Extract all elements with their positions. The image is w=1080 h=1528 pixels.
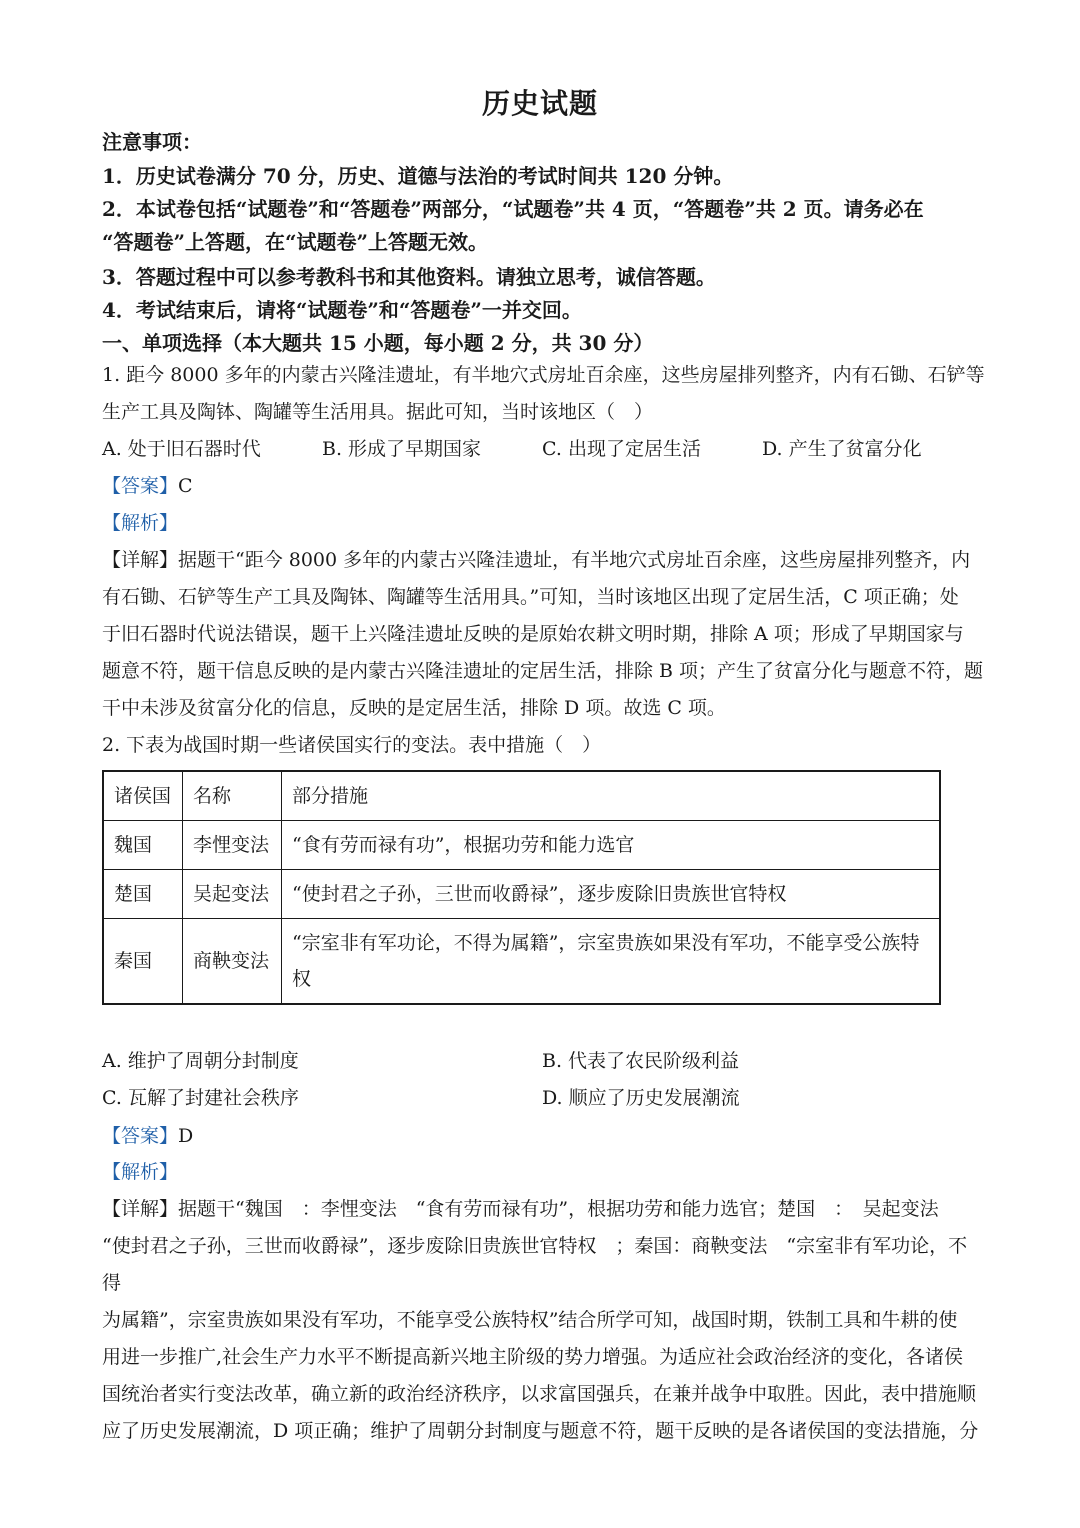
section-heading: 一、单项选择（本大题共 15 小题，每小题 2 分，共 30 分）	[102, 331, 654, 355]
q2-option-a: A. 维护了周朝分封制度	[102, 1050, 299, 1072]
q2-analysis-tag: 【解析】	[102, 1161, 179, 1183]
table-row	[103, 919, 940, 1005]
q1-option-d: D. 产生了贫富分化	[762, 438, 922, 460]
q2-detail-line: 【详解】据题干“魏国 ：李悝变法 “食有劳而禄有功”，根据功劳和能力选官；楚国 ： 吴起变法	[102, 1198, 939, 1220]
answer-tag: 【答案】	[102, 475, 179, 497]
notes-item: 2．本试卷包括“试题卷”和“答题卷”两部分，“试题卷”共 4 页，“答题卷”共 2 页。请务必在	[102, 197, 924, 221]
q1-detail-line: 题意不符，题干信息反映的是内蒙古兴隆洼遗址的定居生活，排除 B 项；产生了贫富分化与题意不符，题	[102, 660, 984, 682]
table-cell-measure: “宗室非有军功论，不得为属籍”，宗室贵族如果没有军功，不能享受公族特权	[282, 919, 941, 1005]
reform-table	[102, 770, 941, 1005]
q1-detail-line: 【详解】据题干“距今 8000 多年的内蒙古兴隆洼遗址，有半地穴式房址百余座，这些房屋排列整齐，内	[102, 549, 971, 571]
q2-answer	[102, 1122, 982, 1150]
notes-item: 4．考试结束后，请将“试题卷”和“答题卷”一并交回。	[102, 298, 582, 322]
answer-value: C	[178, 475, 193, 497]
q2-detail-line: 用进一步推广,社会生产力水平不断提高新兴地主阶级的势力增强。为适应社会政治经济的变化，各诸侯	[102, 1346, 964, 1368]
table-cell-reform: 商鞅变法	[183, 919, 282, 1005]
q1-detail-line: 干中未涉及贫富分化的信息，反映的是定居生活，排除 D 项。故选 C 项。	[102, 697, 726, 719]
table-cell-state: 秦国	[103, 919, 183, 1005]
q2-detail-line: 为属籍”，宗室贵族如果没有军功，不能享受公族特权”结合所学可知，战国时期，铁制工具和牛耕的使	[102, 1309, 958, 1331]
q1-analysis-tag: 【解析】	[102, 512, 179, 534]
table-row	[103, 870, 940, 919]
q1-stem-line: 1. 距今 8000 多年的内蒙古兴隆洼遗址，有半地穴式房址百余座，这些房屋排列整齐，内有石锄、石铲等	[102, 364, 985, 386]
table-header-cell: 诸侯国	[103, 771, 183, 821]
q1-detail-line: 于旧石器时代说法错误，题干上兴隆洼遗址反映的是原始农耕文明时期，排除 A 项；形成了早期国家与	[102, 623, 964, 645]
q1-stem-line: 生产工具及陶钵、陶罐等生活用具。据此可知，当时该地区（ ）	[102, 401, 654, 423]
q1-answer	[102, 472, 982, 500]
table-cell-measure: “食有劳而禄有功”，根据功劳和能力选官	[282, 821, 941, 870]
table-row	[103, 821, 940, 870]
q2-detail-line: “使封君之子孙，三世而收爵禄”，逐步废除旧贵族世官特权 ；秦国：商鞅变法 “宗室非有军功论，不	[102, 1235, 968, 1257]
q1-option-b: B. 形成了早期国家	[322, 438, 482, 460]
q1-option-c: C. 出现了定居生活	[542, 438, 701, 460]
q2-detail-line: 应了历史发展潮流，D 项正确；维护了周朝分封制度与题意不符，题干反映的是各诸侯国的变法措施，分	[102, 1420, 979, 1442]
table-header-cell: 部分措施	[282, 771, 941, 821]
notes-item: 3．答题过程中可以参考教科书和其他资料。请独立思考，诚信答题。	[102, 265, 716, 289]
table-header-cell: 名称	[183, 771, 282, 821]
q2-detail-line: 国统治者实行变法改革，确立新的政治经济秩序，以求富国强兵，在兼并战争中取胜。因此，表中措施顺	[102, 1383, 977, 1405]
answer-value: D	[178, 1125, 194, 1147]
q1-detail-line: 有石锄、石铲等生产工具及陶钵、陶罐等生活用具。”可知，当时该地区出现了定居生活，C 项正确；处	[102, 586, 959, 608]
table-cell-state: 魏国	[103, 821, 183, 870]
q2-detail-line: 得	[102, 1272, 122, 1294]
answer-tag: 【答案】	[102, 1125, 179, 1147]
notes-heading: 注意事项：	[102, 130, 202, 154]
table-cell-reform: 李悝变法	[183, 821, 282, 870]
table-cell-state: 楚国	[103, 870, 183, 919]
page-title: 历史试题	[481, 87, 598, 120]
table-cell-measure: “使封君之子孙，三世而收爵禄”，逐步废除旧贵族世官特权	[282, 870, 941, 919]
q2-stem: 2. 下表为战国时期一些诸侯国实行的变法。表中措施（ ）	[102, 734, 602, 756]
q2-option-c: C. 瓦解了封建社会秩序	[102, 1087, 299, 1109]
q1-option-a: A. 处于旧石器时代	[102, 438, 261, 460]
notes-item: 1．历史试卷满分 70 分，历史、道德与法治的考试时间共 120 分钟。	[102, 164, 734, 188]
q2-option-b: B. 代表了农民阶级利益	[542, 1050, 740, 1072]
q2-option-d: D. 顺应了历史发展潮流	[542, 1087, 740, 1109]
table-cell-reform: 吴起变法	[183, 870, 282, 919]
table-header-row	[103, 771, 940, 821]
notes-item: “答题卷”上答题，在“试题卷”上答题无效。	[102, 230, 489, 254]
